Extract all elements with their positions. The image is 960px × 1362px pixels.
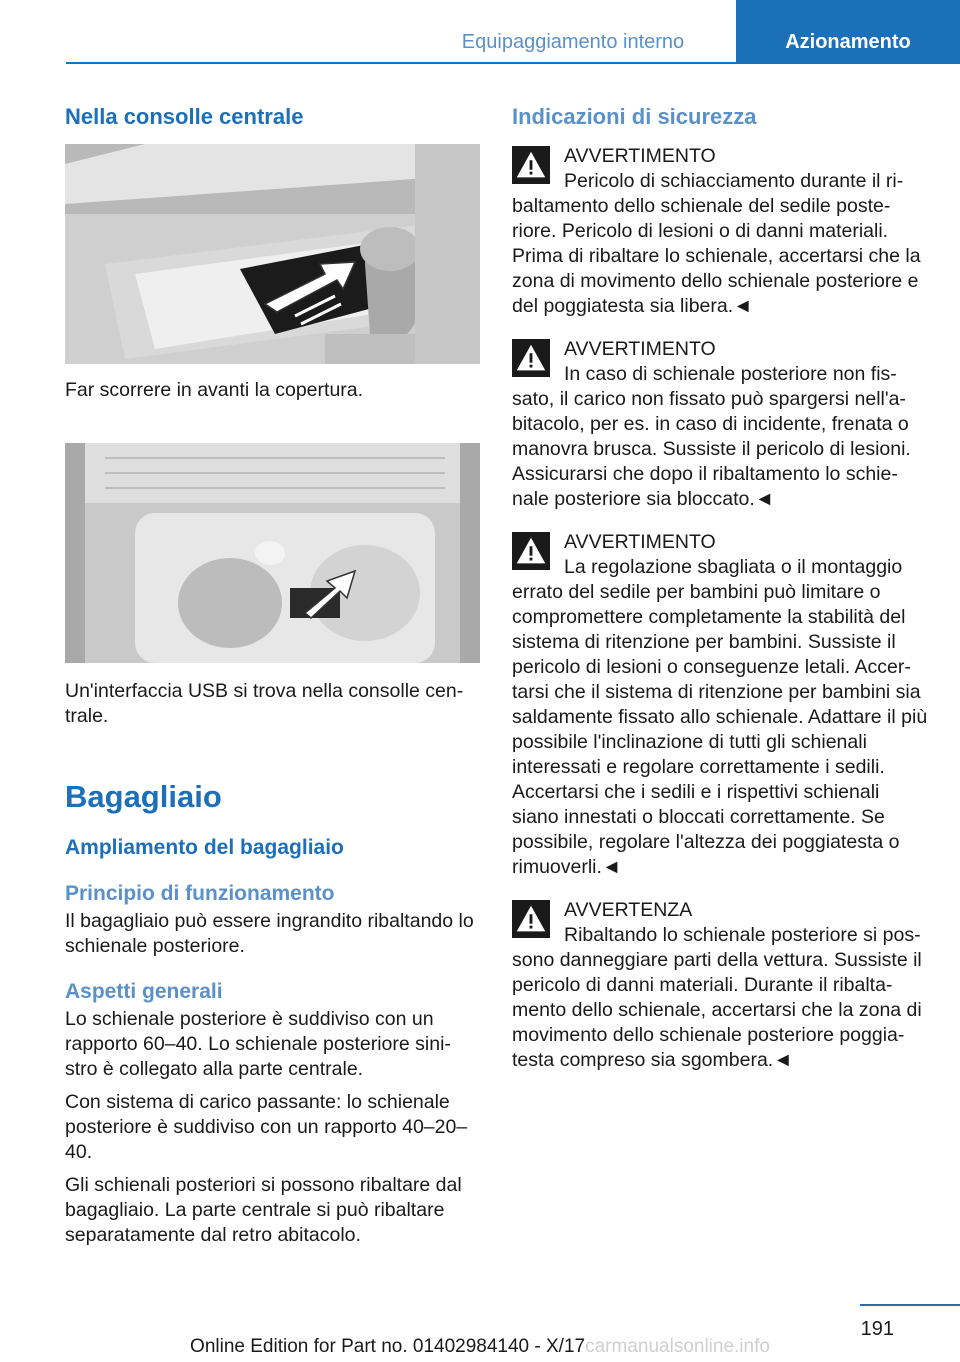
warning-triangle-icon bbox=[512, 146, 550, 184]
paragraph-general-3: Gli schienali posteriori si possono ribaltare dal bagagliaio. La parte centrale si può ribaltare separatamente dal retro abitacolo. bbox=[65, 1174, 462, 1246]
subchapter-title-enlarge: Ampliamento del bagagliaio bbox=[65, 836, 344, 859]
warning-block-3 bbox=[512, 530, 930, 880]
warning-text-2: In caso di schienale posteriore non fis‐ sato, il carico non fissato può spargersi nell'a‐ bitacolo, per es. in caso di incidente, frenata o manovra brusca. Sussiste il pericolo di lesioni. Assicurarsi che dopo il ribaltamento lo schie‐ nale posteriore sia bloccato.◄ bbox=[512, 363, 911, 510]
warning-block-1 bbox=[512, 144, 930, 319]
warning-label-4: AVVERTENZA bbox=[564, 899, 693, 921]
section-title-safety: Indicazioni di sicurezza bbox=[512, 104, 757, 129]
footer-edition bbox=[0, 1336, 960, 1358]
warning-block-2 bbox=[512, 337, 930, 512]
edition-text: Online Edition for Part no. 01402984140 - X/17 bbox=[190, 1336, 586, 1357]
warning-label-1: AVVERTIMENTO bbox=[564, 145, 716, 167]
caption-slide-cover: Far scorrere in avanti la copertura. bbox=[65, 379, 364, 401]
section-title-center-console: Nella consolle centrale bbox=[65, 104, 304, 129]
left-column bbox=[65, 100, 483, 1248]
warning-triangle-icon bbox=[512, 532, 550, 570]
center-console-cover-image bbox=[65, 144, 480, 364]
heading-principle: Principio di funzionamento bbox=[65, 882, 335, 905]
warning-triangle-icon bbox=[512, 900, 550, 938]
heading-general: Aspetti generali bbox=[65, 980, 223, 1003]
page-number: 191 bbox=[860, 1318, 894, 1340]
header-section-label: Equipaggiamento interno bbox=[461, 31, 685, 53]
warning-label-3: AVVERTIMENTO bbox=[564, 531, 716, 553]
caption-usb-interface: Un'interfaccia USB si trova nella consolle cen‐ trale. bbox=[65, 680, 464, 727]
warning-text-3: La regolazione sbagliata o il montaggio errato del sedile per bambini può limitare o compromettere completamente la stabilità del sistema di ritenzione per bambini. Sussiste il pericolo di lesioni o conseguenze letali. Accer‐ tarsi che il sistema di ritenzione per bambini sia saldamente fissato allo schienale. Adattare il più possibile l'inclinazione di tutti gli schienali interessati e regolare correttamente i sedili. Accertarsi che i sedili e i rispettivi schienali siano innestati o bloccati correttamente. Se possibile, regolare l'altezza dei poggiatesta o rimuoverli.◄ bbox=[512, 556, 928, 878]
warning-triangle-icon bbox=[512, 339, 550, 377]
warning-block-4 bbox=[512, 898, 930, 1073]
chapter-title-luggage: Bagagliaio bbox=[65, 779, 222, 814]
header-active-tab: Azionamento bbox=[736, 0, 960, 62]
footer-rule bbox=[860, 1304, 960, 1306]
usb-interface-image bbox=[65, 443, 480, 663]
paragraph-general-2: Con sistema di carico passante: lo schienale posteriore è suddiviso con un rapporto 40–20– 40. bbox=[65, 1091, 468, 1163]
watermark: carmanualsonline.info bbox=[585, 1336, 770, 1357]
warning-label-2: AVVERTIMENTO bbox=[564, 338, 716, 360]
warning-text-4: Ribaltando lo schienale posteriore si pos‐ sono danneggiare parti della vettura. Sussiste il pericolo di danni materiali. Durante il ribalta‐ mento dello schienale, accertarsi che la zona di movimento dello schienale posteriore poggia‐ testa compreso sia sgombera.◄ bbox=[512, 924, 922, 1071]
paragraph-principle: Il bagagliaio può essere ingrandito ribaltando lo schienale posteriore. bbox=[65, 910, 474, 957]
right-column bbox=[512, 100, 930, 1073]
paragraph-general-1: Lo schienale posteriore è suddiviso con un rapporto 60–40. Lo schienale posteriore sini‐ stro è collegato alla parte centrale. bbox=[65, 1008, 451, 1080]
warning-text-1: Pericolo di schiacciamento durante il ri‐ baltamento dello schienale del sedile poste‐ riore. Pericolo di lesioni o di danni materiali. Prima di ribaltare lo schienale, accertarsi che la zona di movimento dello schienale posteriore e del poggiatesta sia libera.◄ bbox=[512, 170, 921, 317]
